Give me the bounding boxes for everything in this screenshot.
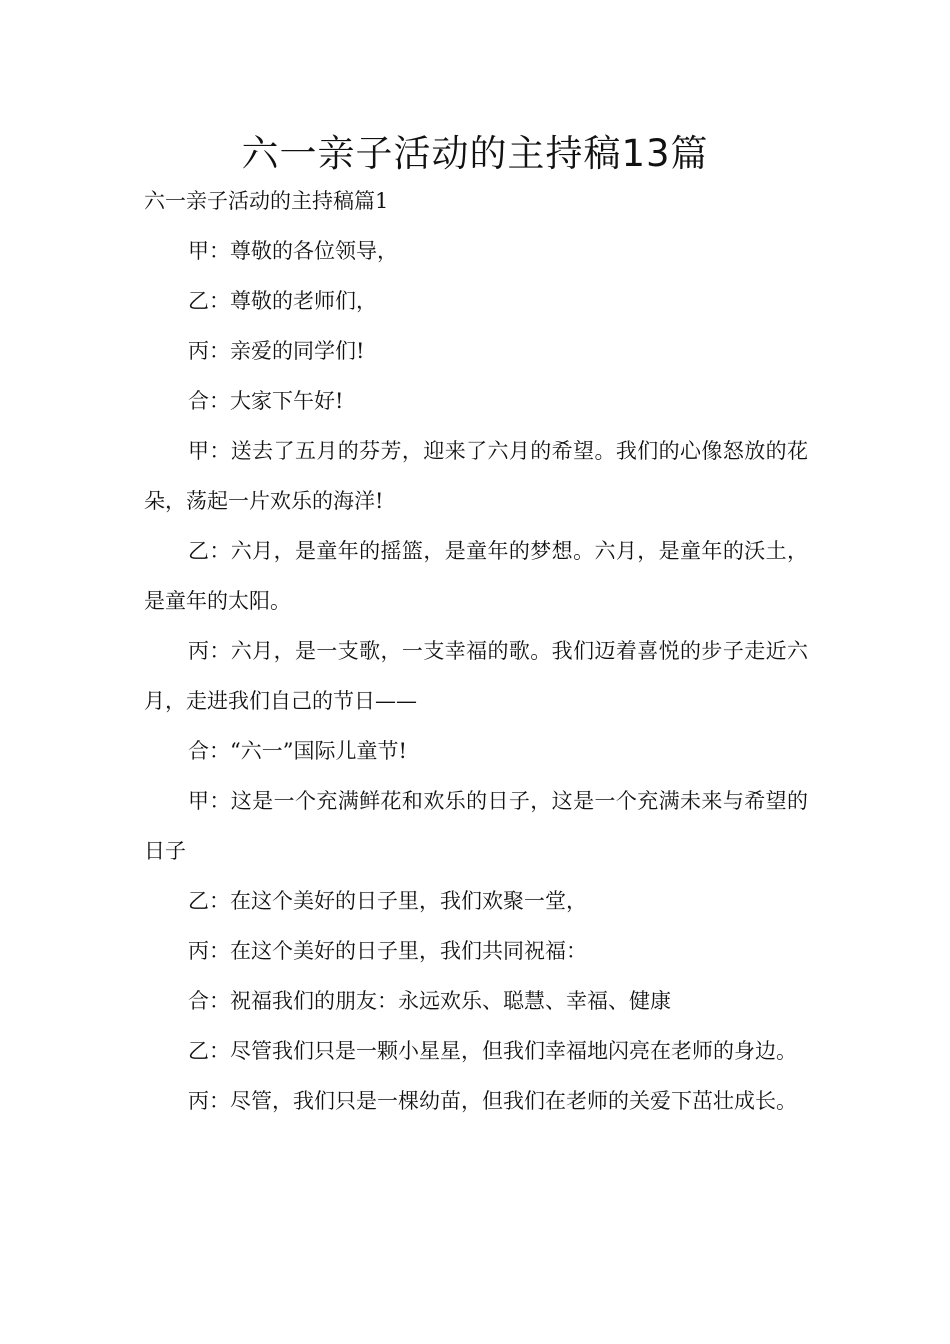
section-heading: 六一亲子活动的主持稿篇1 bbox=[144, 189, 389, 213]
paragraph-2: 乙：尊敬的老师们， bbox=[188, 289, 377, 313]
paragraph-7: 丙：六月，是一支歌，一支幸福的歌。我们迈着喜悦的步子走近六月，走进我们自己的节日—— bbox=[144, 639, 808, 713]
document-title: 六一亲子活动的主持稿13篇 bbox=[241, 132, 709, 175]
paragraph-10: 乙：在这个美好的日子里，我们欢聚一堂， bbox=[188, 889, 587, 913]
paragraph-3: 丙：亲爱的同学们! bbox=[188, 339, 365, 363]
paragraph-8: 合：“六一”国际儿童节! bbox=[188, 739, 407, 763]
paragraph-13: 乙：尽管我们只是一颗小星星，但我们幸福地闪亮在老师的身边。 bbox=[188, 1039, 797, 1063]
paragraph-4: 合：大家下午好! bbox=[188, 389, 344, 413]
paragraph-12: 合：祝福我们的朋友：永远欢乐、聪慧、幸福、健康 bbox=[188, 989, 671, 1013]
paragraph-11: 丙：在这个美好的日子里，我们共同祝福： bbox=[188, 939, 587, 963]
paragraph-14: 丙：尽管，我们只是一棵幼苗，但我们在老师的关爱下茁壮成长。 bbox=[188, 1089, 797, 1113]
document-body bbox=[144, 176, 808, 1126]
paragraph-1: 甲：尊敬的各位领导， bbox=[188, 239, 398, 263]
paragraph-9: 甲：这是一个充满鲜花和欢乐的日子，这是一个充满未来与希望的日子 bbox=[144, 789, 808, 863]
paragraph-6: 乙：六月，是童年的摇篮，是童年的梦想。六月，是童年的沃土，是童年的太阳。 bbox=[144, 539, 808, 613]
paragraph-5: 甲：送去了五月的芬芳，迎来了六月的希望。我们的心像怒放的花朵，荡起一片欢乐的海洋! bbox=[144, 439, 808, 513]
